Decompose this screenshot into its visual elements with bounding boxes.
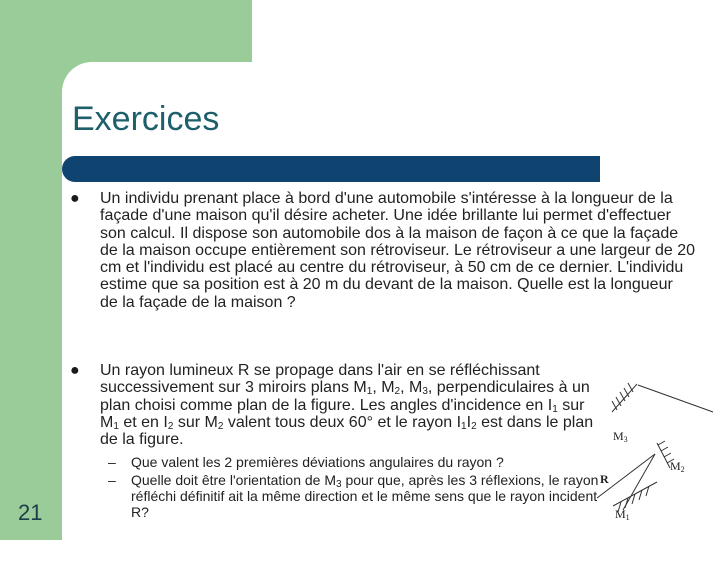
ray-i1i2: [623, 454, 655, 510]
mirror-m2-line: [657, 443, 670, 468]
mirrors-figure: [595, 370, 720, 540]
mirrors-diagram: [595, 370, 720, 540]
label-m2: $M_2$: [670, 459, 685, 474]
slide-title: Exercices: [72, 100, 220, 138]
title-underline-bar: [62, 156, 600, 182]
sub-bullet-dash: –: [108, 454, 116, 470]
bullet-icon: ●: [70, 190, 80, 207]
page-number: 21: [18, 500, 43, 525]
label-r: R: [600, 472, 609, 486]
exercise-1-text: Un individu prenant place à bord d'une automobile s'intéresse à la longueur de la façade d'une maison qu'il désire acheter. Une idée brillante lui permet d'effectuer son calcul. Il dispose son automobile dos à la maison de façon à ce que la façade de la maison occupe entièrement son rétroviseur. Le rétroviseur a une largeur de 20 cm et l'individu est placé au centre du rétroviseur, à 50 cm de ce dernier. L'individu estime que sa position est à 20 m du devant de la maison. Quelle est la longueur de la façade de la maison ?: [100, 190, 696, 311]
sub-bullet-dash: –: [108, 472, 116, 488]
exercise-2-text: Un rayon lumineux R se propage dans l'air en se réfléchissant successivement sur 3 miroirs plans $M_1$, $M_2$, $M_3$, perpendiculaires à un plan choisi comme plan de la figure. Les angles d'incidence en $I_1$ sur $M_1$ et en $I_2$ sur $M_2$ valent tous deux 60° et le rayon $I_1I_2$ est dans le plan de la figure.: [100, 362, 594, 449]
bullet-icon: ●: [70, 362, 80, 379]
question-1-text: Que valent les 2 premières déviations angulaires du rayon ?: [131, 454, 504, 470]
question-2-text: Quelle doit être l'orientation de $M_3$ pour que, après les 3 réflexions, le rayon réfléchi définitif ait la même direction et le même sens que le rayon incident R?: [131, 472, 599, 520]
reflected-ray: [638, 385, 713, 412]
label-m1: $M_1$: [615, 507, 630, 522]
label-m3: $M_3$: [613, 429, 628, 444]
